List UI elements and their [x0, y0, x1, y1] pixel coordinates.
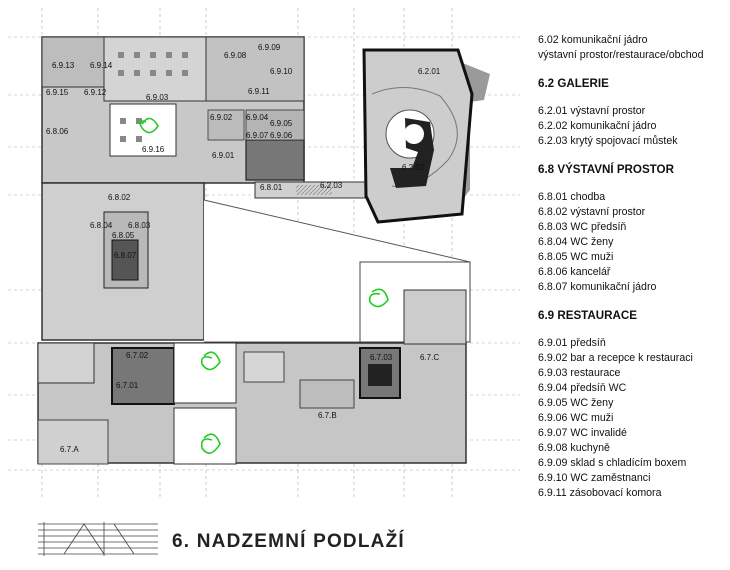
room-label-6913: 6.9.13: [52, 61, 75, 70]
legend-item: 6.2.02 komunikační jádro: [538, 120, 657, 132]
legend-item: 6.9.06 WC muži: [538, 412, 614, 424]
room-label-6908: 6.9.08: [224, 51, 247, 60]
legend-item: 6.9.10 WC zaměstnanci: [538, 472, 651, 484]
legend-item: 6.9.08 kuchyně: [538, 442, 610, 454]
legend-item: 6.8.05 WC muži: [538, 251, 614, 263]
legend-heading-restaurace: 6.9 RESTAURACE: [538, 309, 637, 322]
legend-item: 6.9.03 restaurace: [538, 367, 621, 379]
room-label-6203: 6.2.03: [320, 181, 343, 190]
room-label-6905: 6.9.05: [270, 119, 293, 128]
legend-heading-galerie: 6.2 GALERIE: [538, 77, 609, 90]
room-label-6703: 6.7.03: [370, 353, 393, 362]
legend-item: 6.9.01 předsíň: [538, 337, 606, 349]
room-label-6202: 6.2.02: [402, 163, 425, 172]
room-label-6911: 6.9.11: [248, 87, 270, 96]
room-label-6902: 6.9.02: [210, 113, 233, 122]
room-label-6901: 6.9.01: [212, 151, 235, 160]
legend-intro-line-1: 6.02 komunikační jádro: [538, 34, 648, 46]
legend-item: 6.8.06 kancelář: [538, 266, 611, 278]
legend-item: 6.2.01 výstavní prostor: [538, 105, 646, 117]
room-label-6201: 6.2.01: [418, 67, 441, 76]
floor-title: 6. NADZEMNÍ PODLAŽÍ: [172, 531, 405, 552]
legend-item: 6.8.07 komunikační jádro: [538, 281, 657, 293]
legend-item: 6.9.07 WC invalidé: [538, 427, 627, 439]
legend-item: 6.8.02 výstavní prostor: [538, 206, 646, 218]
legend-item: 6.9.04 předsíň WC: [538, 382, 627, 394]
room-legend: [538, 33, 728, 501]
legend-item: 6.9.05 WC ženy: [538, 397, 614, 409]
room-label-6807: 6.8.07: [114, 251, 137, 260]
room-label-67b: 6.7.B: [318, 411, 337, 420]
room-label-6806: 6.8.06: [46, 127, 69, 136]
room-label-6801: 6.8.01: [260, 183, 283, 192]
room-label-6916: 6.9.16: [142, 145, 165, 154]
room-label-67c: 6.7.C: [420, 353, 440, 362]
room-label-6906: 6.9.06: [270, 131, 293, 140]
building-section-thumbnail: [34, 520, 162, 556]
room-label-67a: 6.7.A: [60, 445, 79, 454]
legend-item: 6.9.09 sklad s chladícím boxem: [538, 457, 687, 469]
legend-item: 6.8.03 WC předsíň: [538, 221, 627, 233]
legend-intro-line-2: výstavní prostor/restaurace/obchod: [538, 49, 704, 61]
room-label-6701: 6.7.01: [116, 381, 139, 390]
room-label-6804: 6.8.04: [90, 221, 113, 230]
room-label-6914: 6.9.14: [90, 61, 113, 70]
legend-item: 6.9.02 bar a recepce k restauraci: [538, 352, 693, 364]
legend-item: 6.2.03 krytý spojovací můstek: [538, 135, 678, 147]
room-label-6910: 6.9.10: [270, 67, 293, 76]
room-label-6802: 6.8.02: [108, 193, 131, 202]
room-label-6903: 6.9.03: [146, 93, 169, 102]
room-label-6904: 6.9.04: [246, 113, 269, 122]
room-label-6803: 6.8.03: [128, 221, 151, 230]
room-label-6915: 6.9.15: [46, 88, 69, 97]
room-label-6702: 6.7.02: [126, 351, 149, 360]
legend-item: 6.8.01 chodba: [538, 191, 606, 203]
legend-item: 6.9.11 zásobovací komora: [538, 487, 662, 499]
room-label-6907: 6.9.07: [246, 131, 269, 140]
room-label-6912: 6.9.12: [84, 88, 107, 97]
restaurant-block: [42, 37, 304, 183]
legend-heading-vystavni-prostor: 6.8 VÝSTAVNÍ PROSTOR: [538, 163, 674, 176]
room-label-6909: 6.9.09: [258, 43, 281, 52]
legend-item: 6.8.04 WC ženy: [538, 236, 614, 248]
room-label-6805: 6.8.05: [112, 231, 135, 240]
